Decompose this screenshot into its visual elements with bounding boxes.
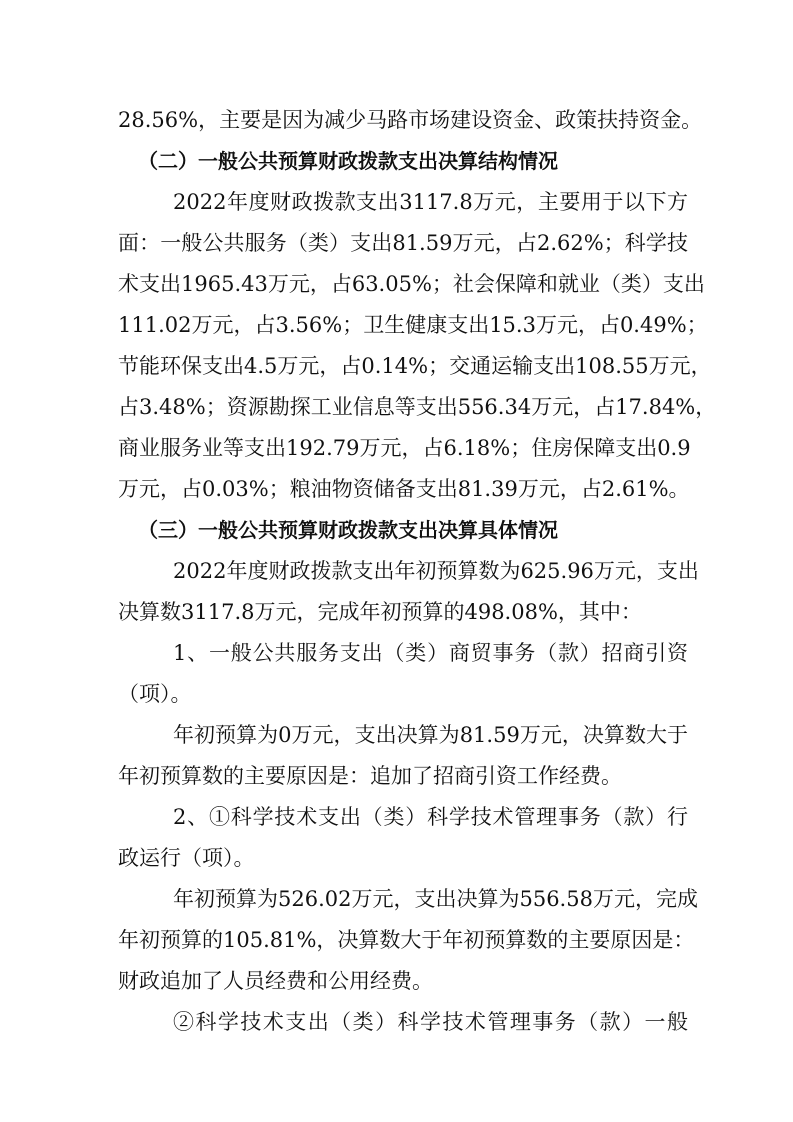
paragraph-line: 决算数3117.8万元，完成年初预算的498.08%，其中：	[118, 600, 642, 624]
paragraph-line: 商业服务业等支出192.79万元，占6.18%；住房保障支出0.9	[118, 436, 691, 460]
paragraph-line: 术支出1965.43万元，占63.05%；社会保障和就业（类）支出	[118, 272, 705, 296]
paragraph-line: ②科学技术支出（类）科学技术管理事务（款）一般	[173, 1010, 688, 1034]
section-heading: （二）一般公共预算财政拨款支出决算结构情况	[138, 149, 558, 173]
paragraph-line: 万元，占0.03%；粮油物资储备支出81.39万元，占2.61%。	[118, 477, 690, 501]
section-heading: （三）一般公共预算财政拨款支出决算具体情况	[138, 518, 558, 542]
paragraph-line: 财政追加了人员经费和公用经费。	[118, 969, 433, 993]
paragraph-line: 1、一般公共服务支出（类）商贸事务（款）招商引资	[173, 641, 688, 665]
paragraph-line: 年初预算为0万元，支出决算为81.59万元，决算数大于	[173, 723, 688, 747]
paragraph-line: 节能环保支出4.5万元，占0.14%；交通运输支出108.55万元，	[118, 354, 712, 378]
paragraph-line: 2022年度财政拨款支出年初预算数为625.96万元，支出	[173, 559, 699, 583]
paragraph-line: 111.02万元，占3.56%；卫生健康支出15.3万元，占0.49%；	[118, 313, 708, 337]
paragraph-line: 年初预算数的主要原因是：追加了招商引资工作经费。	[118, 764, 622, 788]
paragraph-line: 2022年度财政拨款支出3117.8万元，主要用于以下方	[173, 190, 688, 214]
paragraph-line: 政运行（项）。	[118, 846, 255, 870]
paragraph-line: 年初预算的105.81%，决算数大于年初预算数的主要原因是：	[118, 928, 695, 952]
paragraph-line: 年初预算为526.02万元，支出决算为556.58万元，完成	[173, 887, 698, 911]
paragraph-line: （项）。	[118, 682, 192, 706]
paragraph-line: 占3.48%；资源勘探工业信息等支出556.34万元，占17.84%，	[118, 395, 717, 419]
paragraph-line: 28.56%，主要是因为减少马路市场建设资金、政策扶持资金。	[118, 108, 703, 132]
paragraph-line: 面：一般公共服务（类）支出81.59万元，占2.62%；科学技	[118, 231, 688, 255]
paragraph-line: 2、①科学技术支出（类）科学技术管理事务（款）行	[173, 805, 688, 829]
